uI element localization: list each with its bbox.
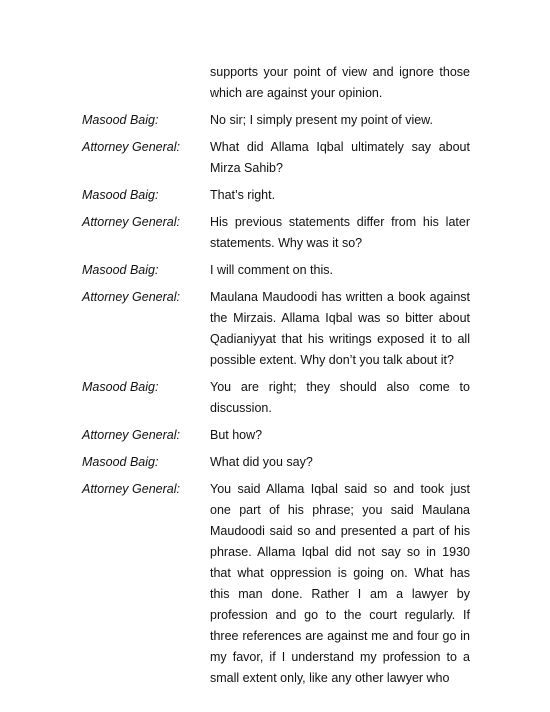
statement-text: I will comment on this.	[210, 263, 333, 277]
transcript-row	[82, 425, 470, 446]
transcript-row	[82, 212, 470, 254]
transcript-row	[82, 287, 470, 371]
speaker-label: Masood Baig:	[82, 188, 159, 202]
statement-text: Maulana Maudoodi has written a book against the Mirzais. Allama Iqbal was so bitter about Qadianiyyat that his writings exposed it to all possible extent. Why don’t you talk about it?	[210, 290, 470, 367]
speaker-label: Attorney General:	[82, 140, 180, 154]
statement-text: You are right; they should also come to discussion.	[210, 380, 470, 415]
speaker-label: Masood Baig:	[82, 455, 159, 469]
speaker-label: Attorney General:	[82, 215, 180, 229]
transcript-row	[82, 452, 470, 473]
speaker-label: Attorney General:	[82, 428, 180, 442]
transcript-row	[82, 110, 470, 131]
speaker-label: Masood Baig:	[82, 113, 159, 127]
transcript-row	[82, 260, 470, 281]
statement-text: You said Allama Iqbal said so and took just one part of his phrase; you said Maulana Maudoodi said so and presented a part of his phrase. Allama Iqbal did not say so in 1930 that what oppression is going on. What has this man done. Rather I am a lawyer by profession and go to the court regularly. If three references are against me and four go in my favor, if I understand my profession to a small extent only, like any other lawyer who	[210, 482, 470, 685]
speaker-label: Attorney General:	[82, 290, 180, 304]
statement-text: His previous statements differ from his later statements. Why was it so?	[210, 215, 470, 250]
speaker-label: Masood Baig:	[82, 263, 159, 277]
statement-text: No sir; I simply present my point of view.	[210, 113, 433, 127]
transcript-row	[82, 185, 470, 206]
statement-text: What did you say?	[210, 455, 313, 469]
transcript-row	[82, 137, 470, 179]
speaker-label: Attorney General:	[82, 482, 180, 496]
transcript-row	[82, 377, 470, 419]
transcript-row	[82, 62, 470, 104]
transcript-row	[82, 479, 470, 689]
speaker-label: Masood Baig:	[82, 380, 159, 394]
statement-text: What did Allama Iqbal ultimately say about Mirza Sahib?	[210, 140, 470, 175]
transcript	[82, 62, 470, 695]
statement-text: But how?	[210, 428, 263, 442]
statement-text: That’s right.	[210, 188, 276, 202]
statement-text: supports your point of view and ignore those which are against your opinion.	[210, 65, 470, 100]
